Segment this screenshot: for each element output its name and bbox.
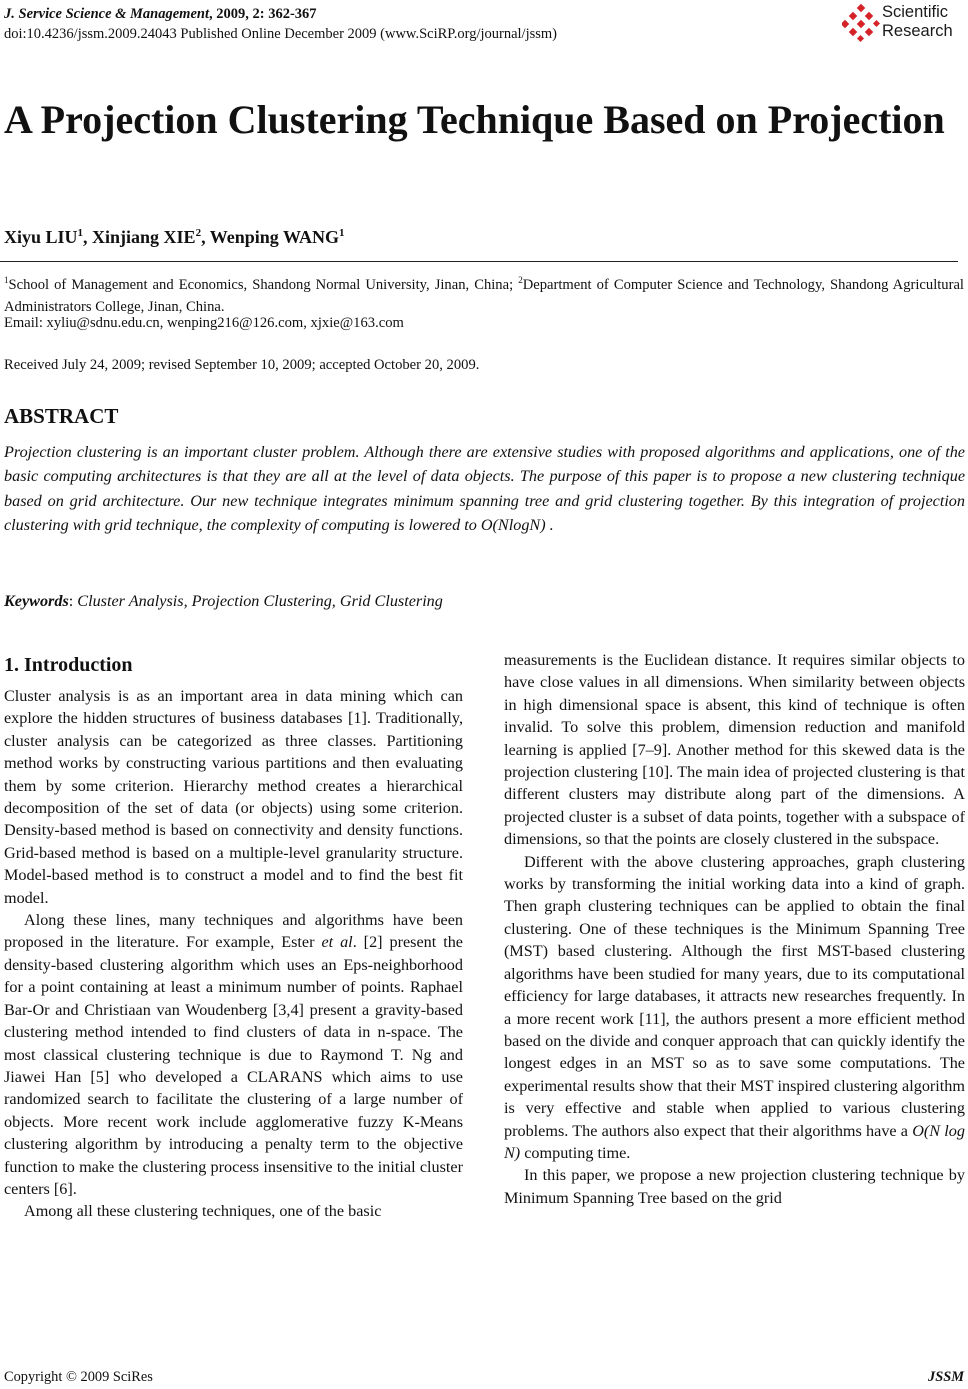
keywords-text: Cluster Analysis, Projection Clustering, Grid Clustering <box>77 592 443 610</box>
body-paragraph: measurements is the Euclidean distance. It requires similar objects to have close values in all dimensions. When similarity between objects in high dimensional space is absent, this kind of technique is often invalid. To solve this problem, dimension reduction and manifold learning is applied [7–9]. Another method for this skewed data is the projection clustering [10]. The main idea of projected clustering is that different clusters may distribute along part of the dimensions. A projected cluster is a subset of data points, together with a subspace of dimensions, so that the points are closely clustered in the subspace. <box>504 651 965 849</box>
body-paragraph: Cluster analysis is as an important area in data mining which can explore the hidden structures of business databases [1]. Traditionally, cluster analysis can be categorized as three classes. Partitioning method works by constructing various partitions and then evaluating them by some criterion. Hierarchy method creates a hierarchical decomposition of the set of data (or objects) using some criterion. Density-based method is based on connectivity and density functions. Grid-based method is based on a multiple-level granularity structure. Model-based method is to construct a model and to find the best fit model. <box>4 687 463 907</box>
journal-citation <box>4 4 557 24</box>
author-separator: , <box>83 227 93 247</box>
paragraph-text: computing time. <box>520 1143 631 1162</box>
author-affiliation-mark: 1 <box>77 227 84 239</box>
left-column <box>4 650 463 1223</box>
affiliations <box>4 270 964 318</box>
author-name: Xinjiang XIE <box>92 227 196 247</box>
right-column <box>504 649 965 1209</box>
scientific-research-logo <box>842 3 962 43</box>
header-divider <box>0 261 958 262</box>
author-separator: , <box>201 227 210 247</box>
logo-line-2: Research <box>882 22 953 40</box>
journal-volume: , 2009, 2: 362-367 <box>208 6 317 22</box>
abstract-text: Projection clustering is an important cluster problem. Although there are extensive studies with proposed algorithms and applications, one of the basic computing architectures is that they are all at the level of data objects. The purpose of this paper is to propose a new clustering technique based on grid architecture. Our new technique integrates minimum spanning tree and grid clustering together. By this integration of projection clustering with grid technique, the complexity of computing is lowered to O(NlogN) . <box>4 443 965 534</box>
affiliation-mark: 2 <box>518 275 523 285</box>
paper-title: A Projection Clustering Technique Based on Projection <box>4 97 945 142</box>
journal-name: J. Service Science & Management <box>4 6 209 22</box>
author-affiliation-mark: 1 <box>338 227 345 239</box>
paragraph-text: . [2] present the density-based clustering algorithm which uses an Eps-neighborhood for a point containing at least a minimum number of points. Raphael Bar-Or and Christiaan van Woudenberg [3,4] present a gravity-based clustering method intended to find clusters of data in n-space. The most classical clustering technique is due to Raymond T. Ng and Jiawei Han [5] who developed a CLARANS which aims to use randomized search to facilitate the clustering of a large number of objects. More recent work include agglomerative fuzzy K-Means clustering algorithm by introducing a penalty term to the objective function to make the clustering process insensitive to the initial cluster centers [6]. <box>4 933 463 1198</box>
received-dates: Received July 24, 2009; revised September 10, 2009; accepted October 20, 2009. <box>4 357 480 373</box>
section-heading: 1. Introduction <box>4 654 133 676</box>
logo-line-1: Scientific <box>882 3 949 21</box>
logo-mark-icon <box>842 3 880 43</box>
affiliation-mark: 1 <box>4 275 9 285</box>
author-list <box>4 227 344 248</box>
affiliation-1: School of Management and Economics, Shandong Normal University, Jinan, China; <box>8 277 519 293</box>
body-paragraph <box>504 851 965 1165</box>
affiliation-2: Department of Computer Science and Technology, Shandong Agricultural Administrators College, Jinan, China. <box>4 277 964 315</box>
keywords-line <box>4 592 443 611</box>
paragraph-text: Different with the above clustering approaches, graph clustering works by transforming the initial working data into a kind of graph. Then graph clustering techniques can be applied to obtain the final clustering. One of these techniques is the Minimum Spanning Tree (MST) based clustering. Although the first MST-based clustering algorithms have been studied for many years, due to its computational efficiency for large databases, it attracts new researches frequently. In a more recent work [11], the authors present a more efficient method based on the divide and conquer approach that can quickly identify the longest edges in an MST so as to save some computations. The experimental results show that their MST inspired clustering algorithm is very effective and stable when applied to various clustering problems. The authors also expect that their algorithms have a <box>504 852 965 1140</box>
paragraph-text: Along these lines, many techniques and algorithms have been proposed in the literature. For example, Ester <box>4 911 463 952</box>
copyright-footer: Copyright © 2009 SciRes <box>4 1369 153 1385</box>
keywords-label: Keywords <box>4 592 69 610</box>
body-paragraph: In this paper, we propose a new projection clustering technique by Minimum Spanning Tree based on the grid <box>504 1166 965 1207</box>
doi-line: doi:10.4236/jssm.2009.24043 Published Online December 2009 (www.SciRP.org/journal/jssm) <box>4 26 557 42</box>
email-line: Email: xyliu@sdnu.edu.cn, wenping216@126.com, xjxie@163.com <box>4 315 404 331</box>
math-expression: O(N log N) <box>504 1121 965 1162</box>
author-name: Xiyu LIU <box>4 227 78 247</box>
body-paragraph: Among all these clustering techniques, one of the basic <box>24 1202 382 1221</box>
body-paragraph <box>4 909 463 1200</box>
keywords-colon: : <box>68 592 78 610</box>
author-name: Wenping WANG <box>209 227 339 247</box>
abstract-heading: ABSTRACT <box>4 404 119 428</box>
journal-abbrev-footer: JSSM <box>928 1369 964 1385</box>
logo-text <box>882 3 953 41</box>
journal-header <box>4 4 557 44</box>
author-affiliation-mark: 2 <box>195 227 202 239</box>
et-al-italic: et al <box>321 933 353 952</box>
